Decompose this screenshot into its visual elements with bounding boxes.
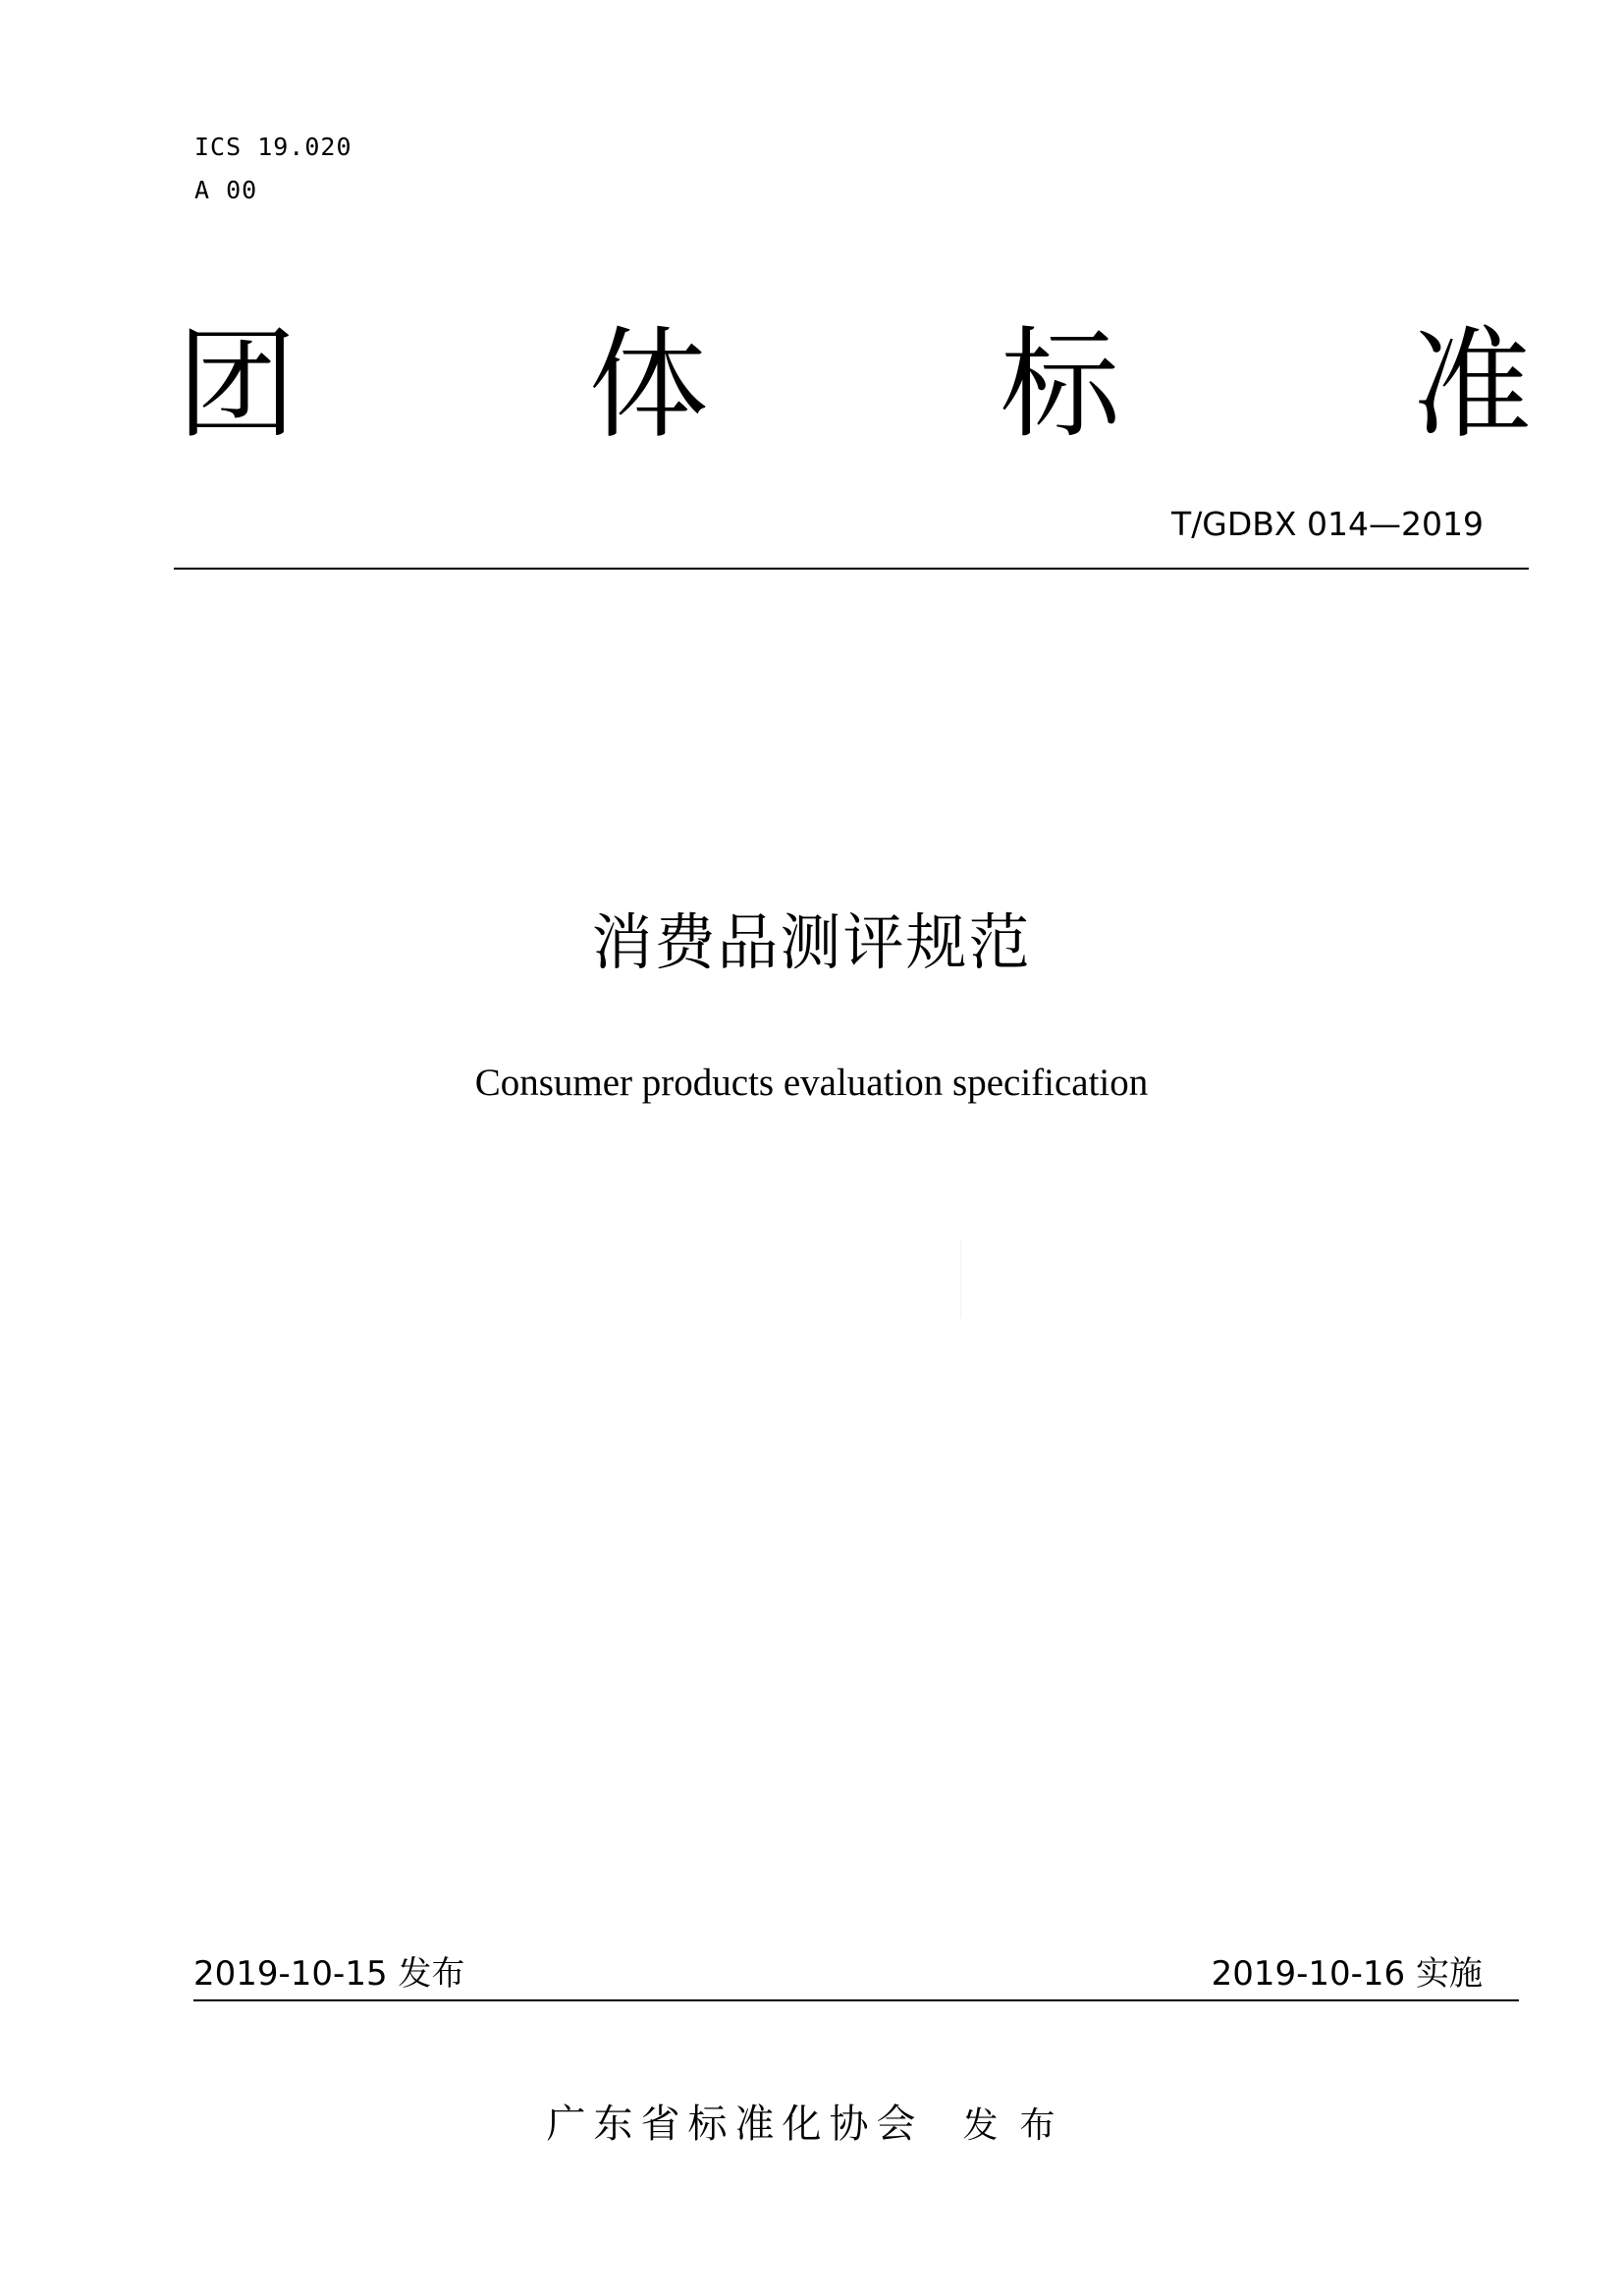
document-title-english: Consumer products evaluation specification <box>474 1062 1149 1104</box>
ics-code: ICS 19.020 <box>194 133 352 161</box>
scan-artifact <box>960 1239 961 1318</box>
publish-date: 2019-10-15 发布 <box>193 1954 465 1994</box>
standard-type-char-1: 团 <box>177 315 297 455</box>
issuer-name: 广东省标准化协会 <box>546 2102 924 2147</box>
classification-codes <box>194 126 352 212</box>
implementation-date: 2019-10-16 实施 <box>1211 1954 1483 1994</box>
issue-action: 发布 <box>962 2105 1077 2146</box>
standard-type-char-4: 准 <box>1411 315 1532 455</box>
ccs-code: A 00 <box>194 176 258 204</box>
standard-number: T/GDBX 014—2019 <box>1171 505 1484 543</box>
issuer-line <box>0 2097 1623 2154</box>
standard-type-char-3: 标 <box>1000 315 1120 455</box>
document-title-chinese: 消费品测评规范 <box>591 906 1032 978</box>
standard-type-heading <box>177 316 1532 454</box>
standard-type-char-2: 体 <box>588 315 709 455</box>
footer-divider <box>193 1999 1519 2001</box>
header-divider <box>174 568 1529 570</box>
